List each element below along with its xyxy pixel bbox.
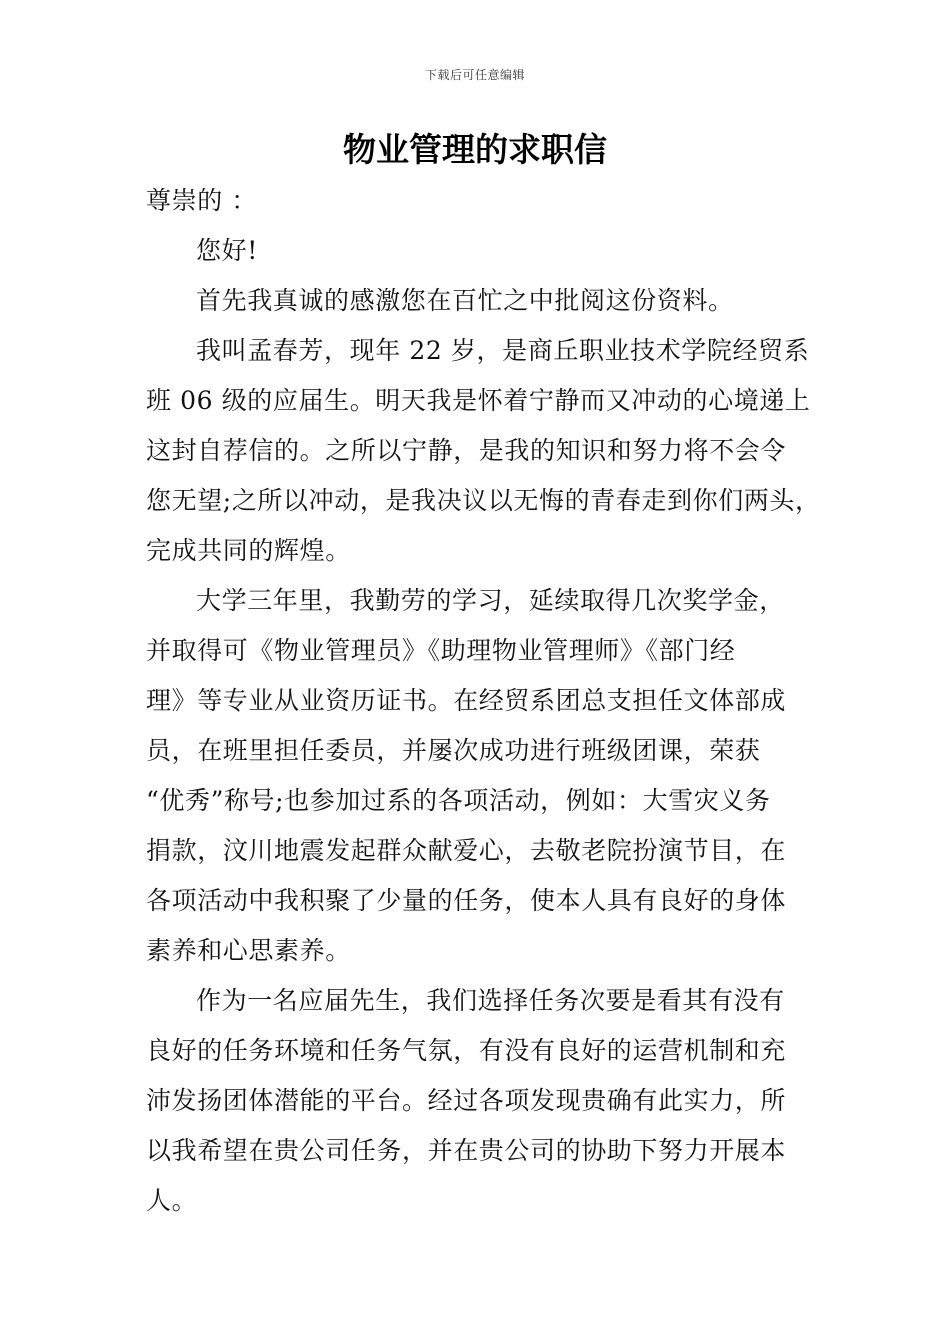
paragraph-line: 各项活动中我积聚了少量的任务，使本人具有良好的身体 <box>146 886 787 915</box>
letter-body <box>146 176 832 1226</box>
paragraph-line: 员，在班里担任委员，并屡次成功进行班级团课，荣获 <box>146 736 761 765</box>
paragraph-line: 以我希望在贵公司任务，并在贵公司的协助下努力开展本 <box>146 1136 787 1165</box>
paragraph-line: 作为一名应届先生，我们选择任务次要是看其有没有 <box>196 986 785 1015</box>
paragraph-line: 素养和心思素养。 <box>146 936 351 965</box>
paragraph-line: 您无望;之所以冲动，是我决议以无悔的青春走到你们两头， <box>146 486 821 515</box>
paragraph-line: 并取得可《物业管理员》《助理物业管理师》《部门经 <box>146 636 736 665</box>
paragraph-3 <box>146 576 832 976</box>
document-title: 物业管理的求职信 <box>343 130 607 169</box>
header-note: 下载后可任意编辑 <box>424 68 525 82</box>
paragraph-line: 班 06 级的应届生。明天我是怀着宁静而又冲动的心境递上 <box>146 386 811 415</box>
paragraph-line: 大学三年里，我勤劳的学习，延续取得几次奖学金， <box>196 586 785 615</box>
paragraph-line: 完成共同的辉煌。 <box>146 536 351 565</box>
paragraph-line: 这封自荐信的。之所以宁静，是我的知识和努力将不会令 <box>146 436 787 465</box>
greeting: 您好! <box>196 236 258 265</box>
paragraph-line: 首先我真诚的感激您在百忙之中批阅这份资料。 <box>196 286 734 315</box>
paragraph-1 <box>146 276 832 326</box>
paragraph-line: 人。 <box>146 1186 198 1215</box>
paragraph-line: 理》等专业从业资历证书。在经贸系团总支担任文体部成 <box>146 686 787 715</box>
paragraph-line: 良好的任务环境和任务气氛，有没有良好的运营机制和充 <box>146 1036 787 1065</box>
paragraph-line: 沛发扬团体潜能的平台。经过各项发现贵确有此实力，所 <box>146 1086 787 1115</box>
paragraph-4 <box>146 976 832 1226</box>
paragraph-line: 捐款，汶川地震发起群众献爱心，去敬老院扮演节目，在 <box>146 836 787 865</box>
paragraph-line: 我叫孟春芳，现年 22 岁，是商丘职业技术学院经贸系 <box>196 336 810 365</box>
paragraph-line: “优秀”称号;也参加过系的各项活动，例如：大雪灾义务 <box>146 786 771 815</box>
paragraph-2 <box>146 326 832 576</box>
salutation: 尊崇的 ： <box>146 186 257 215</box>
